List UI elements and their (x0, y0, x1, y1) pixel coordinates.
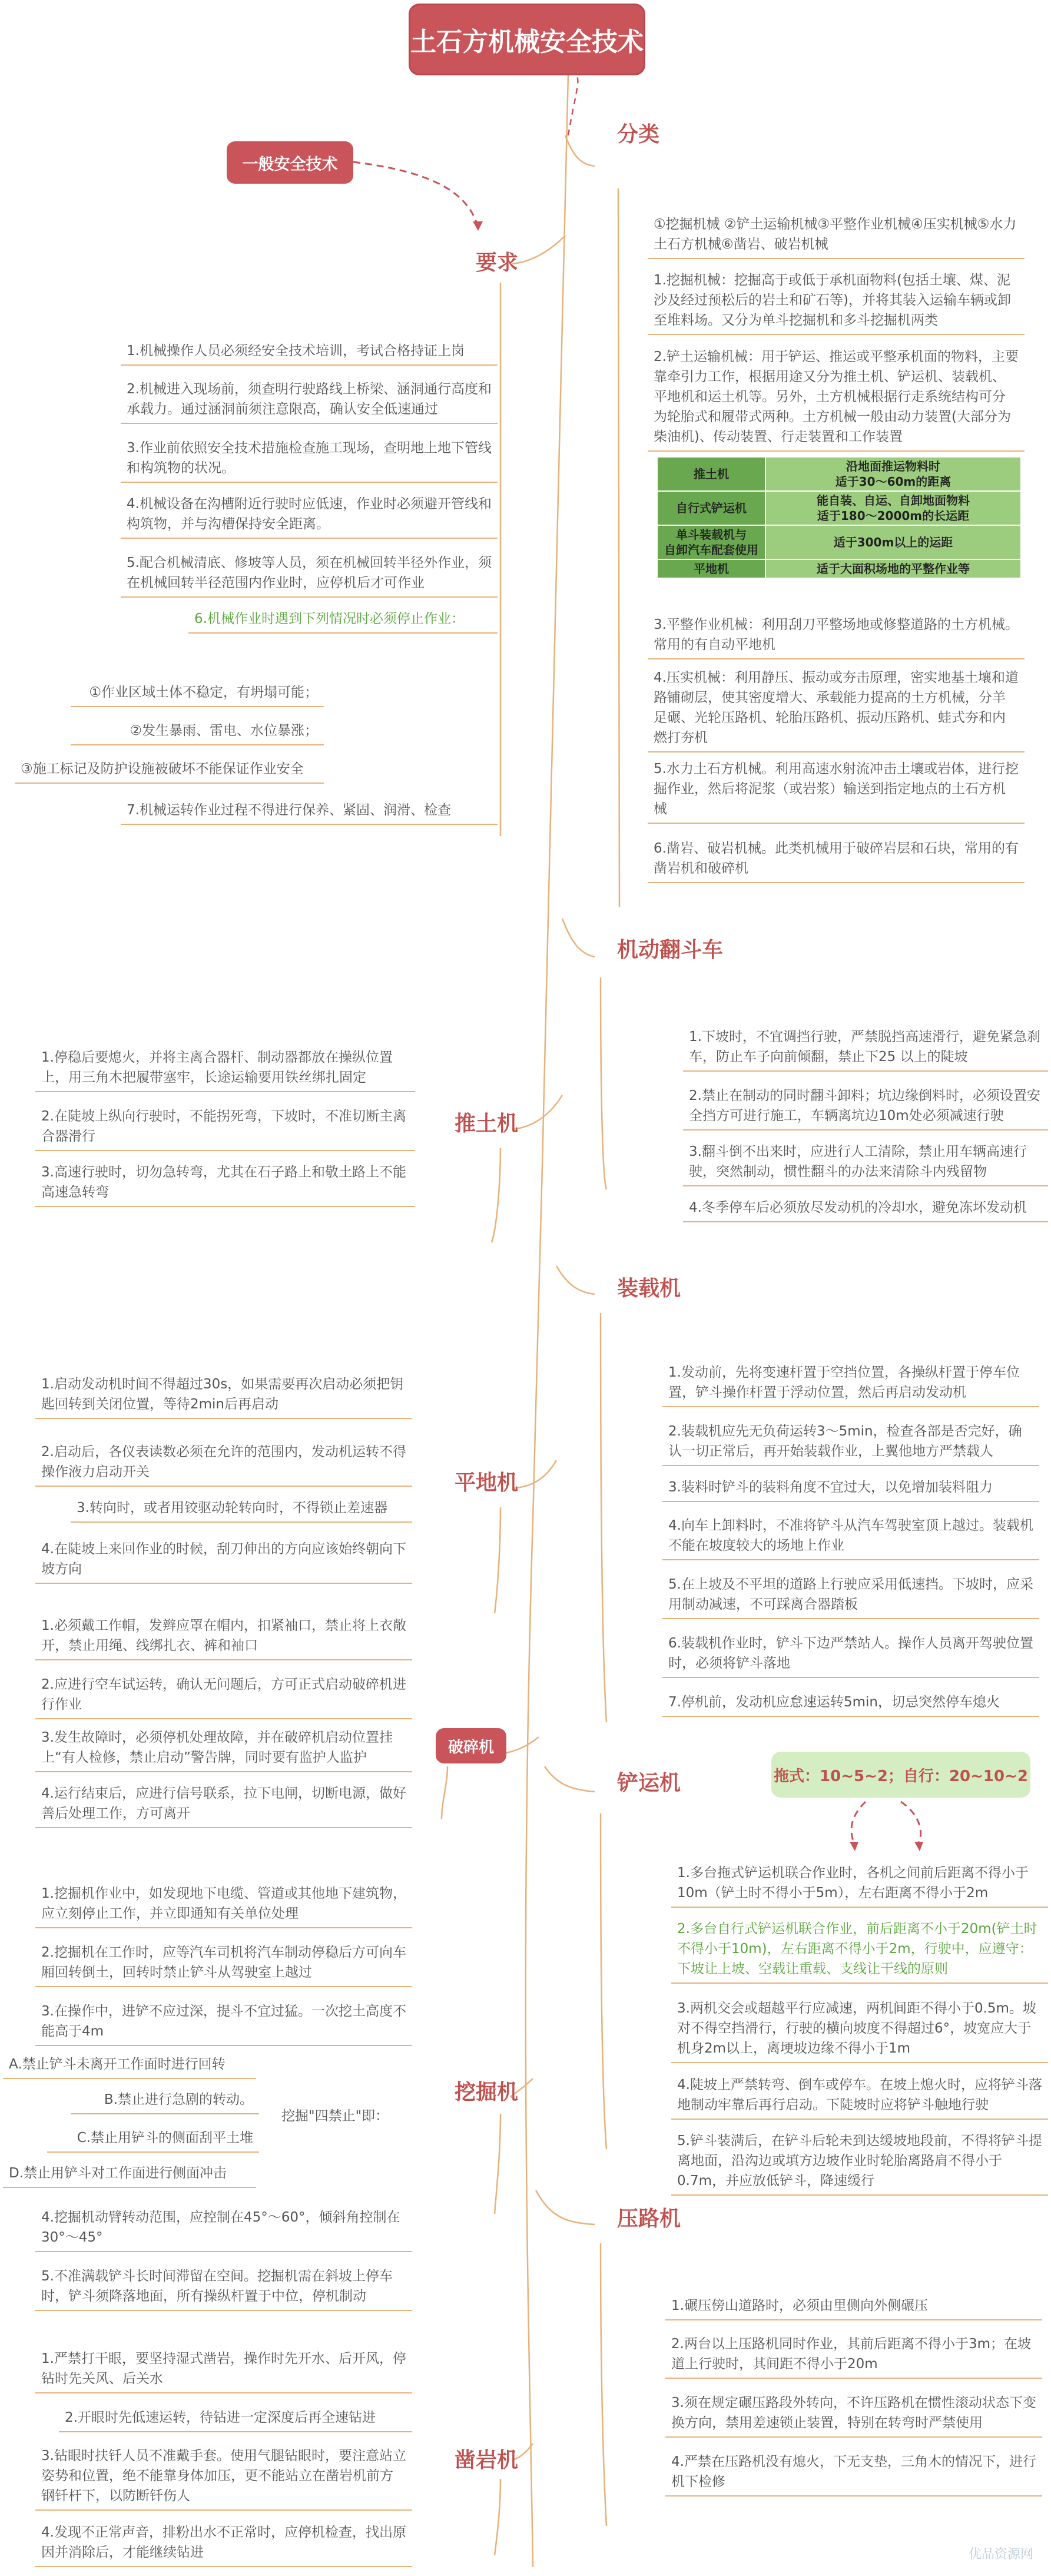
roller-item: 4.严禁在压路机没有熄火，下无支垫，三角木的情况下，进行机下检修 (665, 2449, 1042, 2497)
classification-item: 3.平整作业机械：利用刮刀平整场地或修整道路的土方机械。常用的有自动平地机 (648, 612, 1025, 659)
classification-item: 2.铲土运输机械：用于铲运、推运或平整承机面的物料，主要靠牵引力工作，根据用途又分为推土机、铲运机、装载机、平地机和运土机等。另外，土方机械根据行走系统结构可分为轮胎式和履带式两种。土方机械一般由动力装置(大部分为柴油机)、传动装置、行走装置和工作装置 (648, 344, 1025, 452)
loader-item: 4.向车上卸料时，不准将铲斗从汽车驾驶室顶上越过。装载机不能在坡度较大的场地上作业 (662, 1513, 1039, 1560)
category-roller: 压路机 (617, 2207, 681, 2231)
classification-item: ①挖掘机械 ②铲土运输机械③平整作业机械④压实机械⑤水力土石方机械⑥凿岩、破岩机械 (648, 212, 1025, 259)
bulldozer-item: 3.高速行驶时，切勿急转弯，尤其在石子路上和敬土路上不能高速急转弯 (35, 1160, 415, 1207)
general-safety-pill: 一般安全技术 (227, 141, 353, 184)
category-grader: 平地机 (455, 1471, 519, 1495)
category-classification: 分类 (617, 122, 660, 147)
scraper-distance-note: 拖式：10~5~2；自行：20~10~2 (771, 1752, 1030, 1798)
excavator-item: 4.挖掘机动臂转动范围，应控制在45°～60°，倾斜角控制在30°～45° (35, 2205, 412, 2252)
dump-truck-item: 2.禁止在制动的同时翻斗卸料；坑边缘倒料时，必须设置安全挡方可进行施工，车辆离坑边10m处必须减速行驶 (683, 1083, 1048, 1130)
excavator-item: 2.挖掘机在工作时，应等汽车司机将汽车制动停稳后方可向车厢回转倒土，回转时禁止铲斗从驾驶室上越过 (35, 1940, 412, 1987)
grader-item: 1.启动发动机时间不得超过30s，如果需要再次启动必须把钥匙回转到关闭位置，等待2min后再启动 (35, 1372, 412, 1419)
requirement-item: 4.机械设备在沟槽附近行驶时应低速，作业时必须避开管线和构筑物，并与沟槽保持安全距离。 (121, 492, 498, 539)
dump-truck-item: 3.翻斗倒不出来时，应进行人工清除，禁止用车辆高速行驶，突然制动，惯性翻斗的办法来清除斗内残留物 (683, 1139, 1048, 1186)
roller-item: 2.两台以上压路机同时作业，其前后距离不得小于3m；在坡道上行驶时，其间距不得小于20m (665, 2332, 1042, 2379)
dump-truck-item: 4.冬季停车后必须放尽发动机的冷却水，避免冻坏发动机 (683, 1195, 1048, 1222)
category-bulldozer: 推土机 (455, 1112, 519, 1136)
drill-item: 4.发现不正常声音，排粉出水不正常时，应停机检查，找出原因并消除后，才能继续钻进 (35, 2520, 412, 2567)
grader-item: 3.转向时，或者用铰驱动轮转向时，不得锁止差速器 (71, 1496, 412, 1523)
drill-item: 2.开眼时先低速运转，待钻进一定深度后再全速钻进 (59, 2405, 412, 2432)
excavator-item: 3.在操作中，进铲不应过深，提斗不宜过猛。一次挖土高度不能高于4m (35, 1999, 412, 2046)
watermark-logo: 优品资源网 (968, 2547, 1033, 2562)
requirement-item: 1.机械操作人员必须经安全技术培训，考试合格持证上岗 (121, 339, 498, 366)
table-cell: 适于300m以上的运距 (765, 525, 1021, 559)
classification-item: 5.水力土石方机械。利用高速水射流冲击土壤或岩体，进行挖掘作业，然后将泥浆（或岩浆）输送到指定地点的土石方机械 (648, 757, 1025, 824)
category-requirements: 要求 (476, 251, 519, 275)
excavator-item: 5.不准满载铲斗长时间滞留在空间。挖掘机需在斜坡上停车时，铲斗须降落地面，所有操纵杆置于中位，停机制动 (35, 2264, 412, 2311)
table-cell: 沿地面推运物料时 适于30～60m的距离 (765, 457, 1021, 491)
stop-condition: ②发生暴雨、雷电、水位暴涨； (71, 718, 324, 745)
four-prohibitions-item: B.禁止进行急剧的转动。 (71, 2087, 259, 2114)
breaker-item: 3.发生故障时，必须停机处理故障，并在破碎机启动位置挂上“有人检修，禁止启动”警告牌，同时要有监护人监护 (35, 1725, 412, 1772)
drill-item: 3.钻眼时扶钎人员不准戴手套。使用气腿钻眼时，要注意站立姿势和位置，绝不能靠身体加压，更不能站立在凿岩机前方钢钎杆下，以防断钎伤人 (35, 2444, 412, 2511)
bulldozer-item: 1.停稳后要熄火，并将主离合器杆、制动器都放在操纵位置上，用三角木把履带塞牢，长途运输要用铁丝绑扎固定 (35, 1045, 415, 1092)
table-cell: 平地机 (657, 559, 765, 578)
loader-item: 2.装载机应先无负荷运转3～5min，检查各部是否完好，确认一切正常后，再开始装载作业，上翼他地方严禁载人 (662, 1419, 1039, 1466)
drill-item: 1.严禁打干眼，要坚持湿式凿岩，操作时先开水、后开风，停钻时先关风、后关水 (35, 2346, 412, 2393)
category-drill: 凿岩机 (455, 2448, 519, 2472)
loader-item: 6.装载机作业时，铲斗下边严禁站人。操作人员离开驾驶位置时，必须将铲斗落地 (662, 1631, 1039, 1678)
loader-item: 7.停机前，发动机应怠速运转5min，切忌突然停车熄火 (662, 1690, 1039, 1717)
table-cell: 单斗装载机与 自卸汽车配套使用 (657, 525, 765, 559)
scraper-item: 2.多台自行式铲运机联合作业，前后距离不小于20m(铲土时不得小于10m)，左右距离不得小于2m，行驶中，应遵守：下坡让上坡、空载让重载、支线让干线的原则 (671, 1917, 1048, 1984)
classification-item: 1.挖掘机械：挖掘高于或低于承机面物料(包括土壤、煤、泥沙及经过预松后的岩土和矿石等)，并将其装入运输车辆或卸至堆料场。又分为单斗挖掘机和多斗挖掘机两类 (648, 268, 1025, 335)
table-cell: 能自装、自运、自卸地面物料 适于180～2000m的长运距 (765, 491, 1021, 525)
four-prohibitions-label: 挖掘"四禁止"即： (281, 2108, 389, 2124)
breaker-item: 4.运行结束后，应进行信号联系，拉下电闸，切断电源，做好善后处理工作，方可离开 (35, 1781, 412, 1828)
category-dump-truck: 机动翻斗车 (617, 938, 724, 962)
category-scraper: 铲运机 (617, 1771, 681, 1795)
machine-range-table (657, 456, 1022, 579)
excavator-item: 1.挖掘机作业中，如发现地下电缆、管道或其他地下建筑物，应立刻停止工作，并立即通知有关单位处理 (35, 1881, 412, 1928)
requirement-item: 7.机械运转作业过程不得进行保养、紧固、润滑、检查 (121, 798, 498, 825)
scraper-item: 4.陡坡上严禁转弯、倒车或停车。在坡上熄火时，应将铲斗落地制动牢靠后再行启动。下陡坡时应将铲斗触地行驶 (671, 2073, 1048, 2120)
four-prohibitions-item: C.禁止用铲斗的侧面刮平土堆 (47, 2126, 259, 2153)
loader-item: 1.发动前，先将变速杆置于空挡位置，各操纵杆置于停车位置，铲斗操作杆置于浮动位置，然后再启动发动机 (662, 1360, 1039, 1407)
loader-item: 3.装料时铲斗的装料角度不宜过大，以免增加装料阻力 (662, 1475, 1039, 1502)
bulldozer-item: 2.在陡坡上纵向行驶时，不能拐死弯，下坡时，不准切断主离合器滑行 (35, 1104, 415, 1151)
category-breaker: 破碎机 (436, 1728, 506, 1763)
four-prohibitions-item: D.禁止用铲斗对工作面进行侧面冲击 (3, 2161, 256, 2188)
table-cell: 自行式铲运机 (657, 491, 765, 525)
roller-item: 3.须在规定碾压路段外转向，不许压路机在惯性滚动状态下变换方向，禁用差速锁止装置，特别在转弯时严禁使用 (665, 2391, 1042, 2438)
table-cell: 适于大面积场地的平整作业等 (765, 559, 1021, 578)
stop-condition: ①作业区域土体不稳定，有坍塌可能； (71, 680, 324, 707)
requirement-item-stop-conditions: 6.机械作业时遇到下列情况时必须停止作业： (188, 606, 498, 634)
category-loader: 装载机 (617, 1277, 681, 1301)
scraper-item: 1.多台拖式铲运机联合作业时，各机之间前后距离不得小于10m（铲土时不得小于5m），左右距离不得小于2m (671, 1861, 1048, 1908)
roller-item: 1.碾压傍山道路时，必须由里侧向外侧碾压 (665, 2293, 1042, 2320)
stop-condition: ③施工标记及防护设施被破坏不能保证作业安全 (15, 757, 324, 784)
requirement-item: 3.作业前依照安全技术措施检查施工现场，查明地上地下管线和构筑物的状况。 (121, 436, 498, 483)
scraper-item: 3.两机交会或超越平行应减速，两机间距不得小于0.5m。坡对不得空挡滑行，行驶的横向坡度不得超过6°，坡宽应大于机身2m以上，离埂坡边缘不得小于1m (671, 1996, 1048, 2063)
breaker-item: 2.应进行空车试运转，确认无问题后，方可正式启动破碎机进行作业 (35, 1672, 412, 1719)
classification-item: 6.凿岩、破岩机械。此类机械用于破碎岩层和石块，常用的有凿岩机和破碎机 (648, 836, 1025, 883)
scraper-item: 5.铲斗装满后，在铲斗后轮未到达缓坡地段前，不得将铲斗提离地面，沿沟边或填方边坡作业时轮胎离路肩不得小于0.7m，并应放低铲斗，降速缓行 (671, 2129, 1048, 2196)
grader-item: 2.启动后，各仪表读数必须在允许的范围内，发动机运转不得操作液力启动开关 (35, 1440, 412, 1487)
central-title: 土石方机械安全技术 (409, 4, 645, 75)
requirement-item: 5.配合机械清底、修坡等人员，须在机械回转半径外作业，须在机械回转半径范围内作业时，应停机后才可作业 (121, 551, 498, 598)
loader-item: 5.在上坡及不平坦的道路上行驶应采用低速挡。下坡时，应采用制动减速，不可踩离合器踏板 (662, 1572, 1039, 1619)
dump-truck-item: 1.下坡时，不宜调挡行驶，严禁脱挡高速滑行，避免紧急刹车，防止车子向前倾翻，禁止下25 以上的陡坡 (683, 1025, 1048, 1072)
breaker-item: 1.必须戴工作帽，发辫应罩在帽内，扣紧袖口，禁止将上衣敞开，禁止用绳、线绑扎衣、裤和袖口 (35, 1613, 412, 1660)
grader-item: 4.在陡坡上来回作业的时候，刮刀伸出的方向应该始终朝向下坡方向 (35, 1537, 412, 1584)
classification-item: 4.压实机械：利用静压、振动或夯击原理，密实地基土壤和道路铺砌层，使其密度增大、承载能力提高的土方机械，分羊足碾、光轮压路机、轮胎压路机、振动压路机、蛙式夯和内燃打夯机 (648, 665, 1025, 752)
four-prohibitions-item: A.禁止铲斗未离开工作面时进行回转 (3, 2052, 256, 2079)
requirement-item: 2.机械进入现场前，须查明行驶路线上桥梁、涵洞通行高度和承载力。通过涵洞前须注意限高，确认安全低速通过 (121, 377, 498, 424)
table-cell: 推土机 (657, 457, 765, 491)
category-excavator: 挖掘机 (455, 2080, 519, 2104)
